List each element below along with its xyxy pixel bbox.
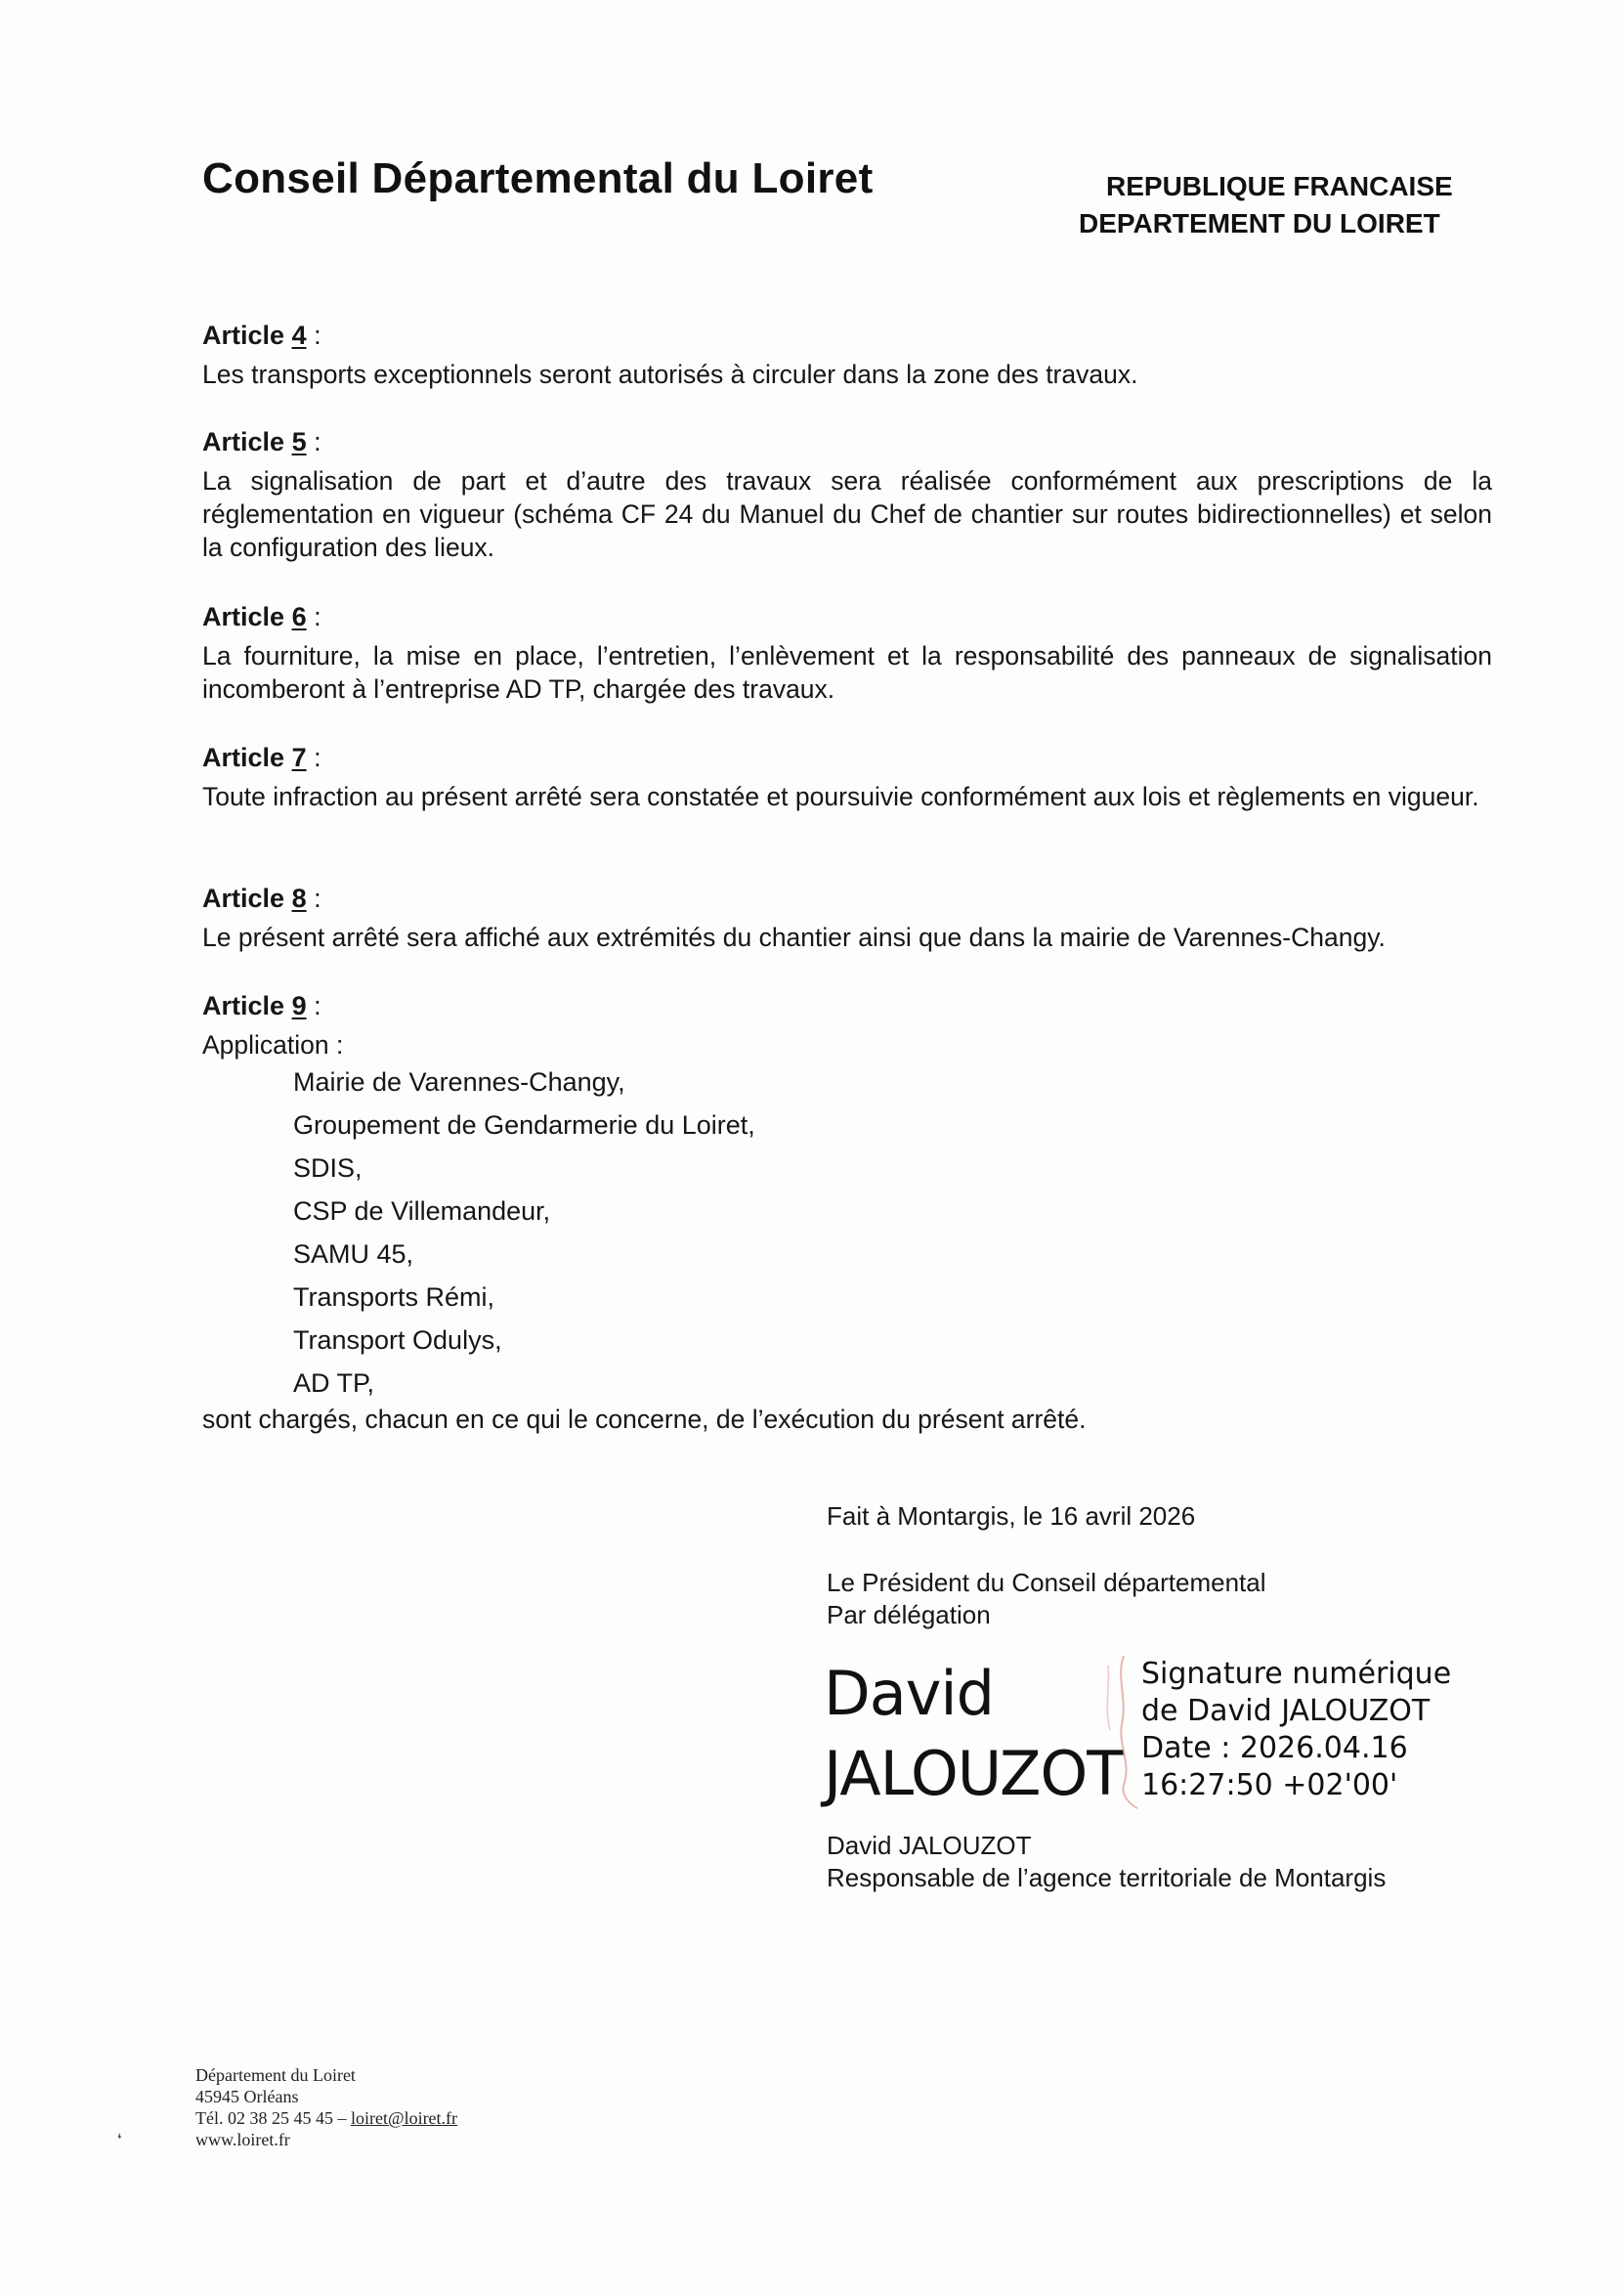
place-date: Fait à Montargis, le 16 avril 2026 [827, 1501, 1196, 1531]
article-number: 5 [291, 427, 307, 456]
list-item: SAMU 45, [293, 1239, 414, 1269]
article-number: 4 [291, 321, 307, 350]
article-6 [202, 600, 1492, 706]
article-8 [202, 882, 1492, 954]
article-colon: : [306, 884, 321, 913]
list-item: SDIS, [293, 1153, 363, 1183]
list-item: Transport Odulys, [293, 1325, 502, 1355]
digital-signature-name [824, 1654, 1123, 1814]
department-label: DEPARTEMENT DU LOIRET [1079, 208, 1440, 238]
article-number: 8 [291, 884, 307, 913]
email-link[interactable]: loiret@loiret.fr [351, 2108, 458, 2128]
article-colon: : [306, 991, 321, 1020]
list-item: CSP de Villemandeur, [293, 1196, 551, 1226]
signature-detail-line: de David JALOUZOT [1141, 1694, 1431, 1728]
article-label: Article [202, 743, 285, 772]
article-6-title [202, 600, 1492, 633]
article-colon: : [306, 602, 321, 631]
article-label: Article [202, 991, 285, 1020]
list-item: Transports Rémi, [293, 1282, 495, 1312]
article-label: Article [202, 884, 285, 913]
footer-contact [195, 2107, 457, 2129]
digital-signature-details [1141, 1656, 1451, 1804]
article-colon: : [306, 321, 321, 350]
signatory-title-line2: Par délégation [827, 1600, 991, 1629]
article-4 [202, 319, 1492, 391]
article-label: Article [202, 427, 285, 456]
article-number: 6 [291, 602, 307, 631]
article-number: 7 [291, 743, 307, 772]
republic-label: REPUBLIQUE FRANCAISE [1106, 171, 1453, 201]
closing-sentence: sont chargés, chacun en ce qui le concerne, de l’exécution du présent arrêté. [202, 1405, 1087, 1434]
article-5-text: La signalisation de part et d’autre des travaux sera réalisée conformément aux prescriptions de la réglementation en vigueur (schéma CF 24 du Manuel du Chef de chantier sur routes bidirectionnelles) et selon la configuration des lieux. [202, 466, 1492, 562]
scan-speck-icon: ❛ [117, 2131, 122, 2146]
recipient-list [293, 1061, 755, 1405]
signature-detail-line: Date : 2026.04.16 [1141, 1731, 1408, 1765]
article-4-text: Les transports exceptionnels seront autorisés à circuler dans la zone des travaux. [202, 360, 1138, 389]
article-7-text: Toute infraction au présent arrêté sera constatée et poursuivie conformément aux lois et règlements en vigueur. [202, 782, 1479, 811]
organization-title: Conseil Départemental du Loiret [202, 154, 874, 202]
signer-role: Responsable de l’agence territoriale de Montargis [827, 1863, 1387, 1892]
list-item: Groupement de Gendarmerie du Loiret, [293, 1110, 755, 1140]
footer-address [195, 2064, 457, 2150]
article-9 [202, 989, 1492, 1061]
signatory-title [827, 1567, 1266, 1631]
header-right-block [1079, 168, 1453, 242]
footer-line: 45945 Orléans [195, 2087, 299, 2106]
article-5 [202, 425, 1492, 564]
signature-first-name: David [824, 1658, 995, 1729]
article-7 [202, 741, 1492, 813]
article-5-title [202, 425, 1492, 458]
article-7-title [202, 741, 1492, 774]
article-9-text: Application : [202, 1030, 344, 1060]
signature-detail-line: Signature numérique [1141, 1657, 1452, 1691]
article-8-title [202, 882, 1492, 915]
signatory-title-line1: Le Président du Conseil départemental [827, 1568, 1266, 1597]
article-colon: : [306, 427, 321, 456]
article-4-title [202, 319, 1492, 352]
article-label: Article [202, 321, 285, 350]
signer-block [827, 1830, 1386, 1894]
list-item: AD TP, [293, 1368, 375, 1398]
footer-line: Département du Loiret [195, 2065, 356, 2085]
list-item: Mairie de Varennes-Changy, [293, 1067, 625, 1097]
signature-detail-line: 16:27:50 +02'00' [1141, 1768, 1398, 1802]
website-link[interactable]: www.loiret.fr [195, 2130, 290, 2149]
footer-phone: Tél. 02 38 25 45 45 – [195, 2108, 351, 2128]
article-9-title [202, 989, 1492, 1022]
article-number: 9 [291, 991, 307, 1020]
signer-name: David JALOUZOT [827, 1831, 1032, 1860]
signature-last-name: JALOUZOT [824, 1738, 1124, 1809]
article-8-text: Le présent arrêté sera affiché aux extrémités du chantier ainsi que dans la mairie de Varennes-Changy. [202, 923, 1386, 952]
article-colon: : [306, 743, 321, 772]
article-6-text: La fourniture, la mise en place, l’entretien, l’enlèvement et la responsabilité des panneaux de signalisation incomberont à l’entreprise AD TP, chargée des travaux. [202, 641, 1492, 704]
article-label: Article [202, 602, 285, 631]
